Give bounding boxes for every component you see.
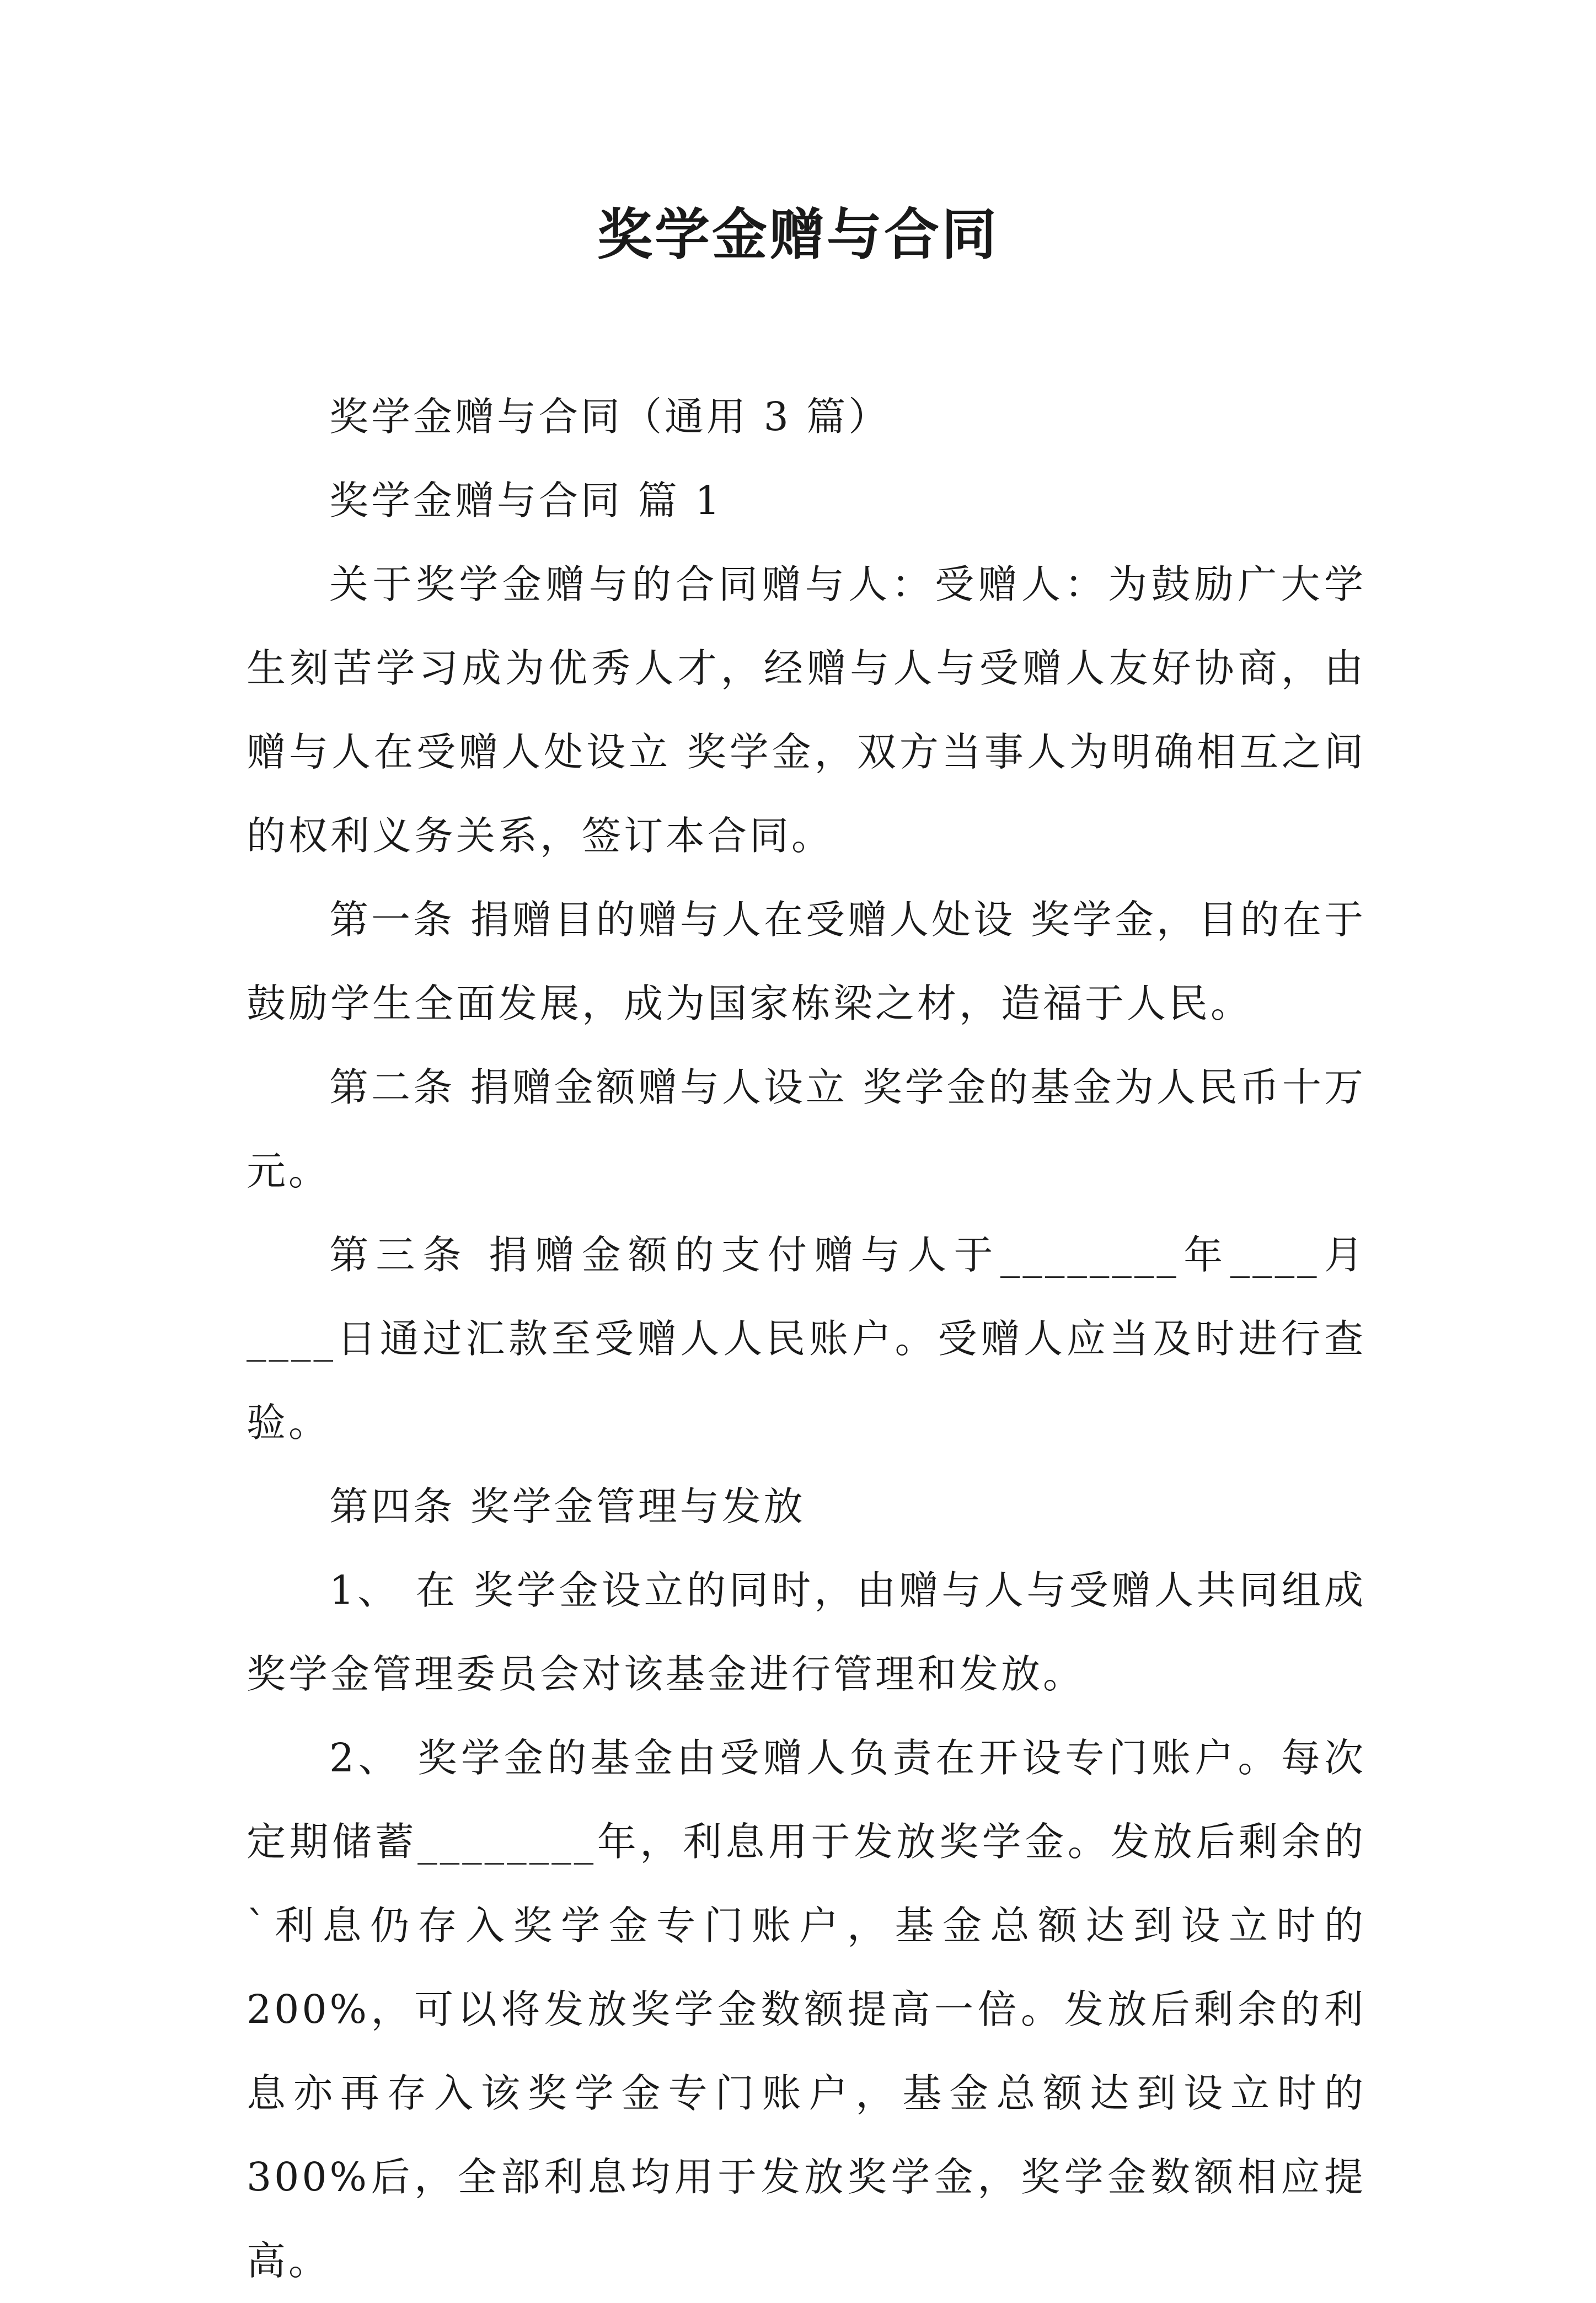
document-title: 奖学金赠与合同	[597, 202, 999, 267]
section-heading: 奖学金赠与合同 篇 1	[329, 478, 723, 523]
article-4-item-1: 1、 在 奖学金设立的同时，由赠与人与受赠人共同组成 奖学金管理委员会对该基金进行管理和发放。	[247, 1567, 1366, 1697]
subtitle-paragraph: 奖学金赠与合同（通用 3 篇）	[329, 394, 891, 440]
document-body	[247, 375, 1366, 2303]
article-4-item-2: 2、 奖学金的基金由受赠人负责在开设专门账户。每次定期储蓄________年，利息用于发放奖学金。发放后剩余的`利息仍存入奖学金专门账户，基金总额达到设立时的 200%，可以将发放奖学金数额提高一倍。发放后剩余的利息亦再存入该奖学金专门账户，基金总额达到设立时的 300%后，全部利息均用于发放奖学金，奖学金数额相应提高。	[247, 1735, 1366, 2284]
article-2-paragraph: 第二条 捐赠金额赠与人设立 奖学金的基金为人民币十万元。	[247, 1064, 1366, 1194]
article-1-paragraph: 第一条 捐赠目的赠与人在受赠人处设 奖学金，目的在于鼓励学生全面发展，成为国家栋梁之材，造福于人民。	[247, 897, 1366, 1026]
article-4-heading: 第四条 奖学金管理与发放	[329, 1483, 806, 1529]
article-3-paragraph: 第三条 捐赠金额的支付赠与人于________年____月____日通过汇款至受赠人人民账户。受赠人应当及时进行查验。	[247, 1232, 1366, 1445]
preamble-paragraph: 关于奖学金赠与的合同赠与人：受赠人：为鼓励广大学生刻苦学习成为优秀人才，经赠与人与受赠人友好协商，由赠与人在受赠人处设立 奖学金，双方当事人为明确相互之间的权利义务关系，签订本合同。	[247, 561, 1366, 859]
